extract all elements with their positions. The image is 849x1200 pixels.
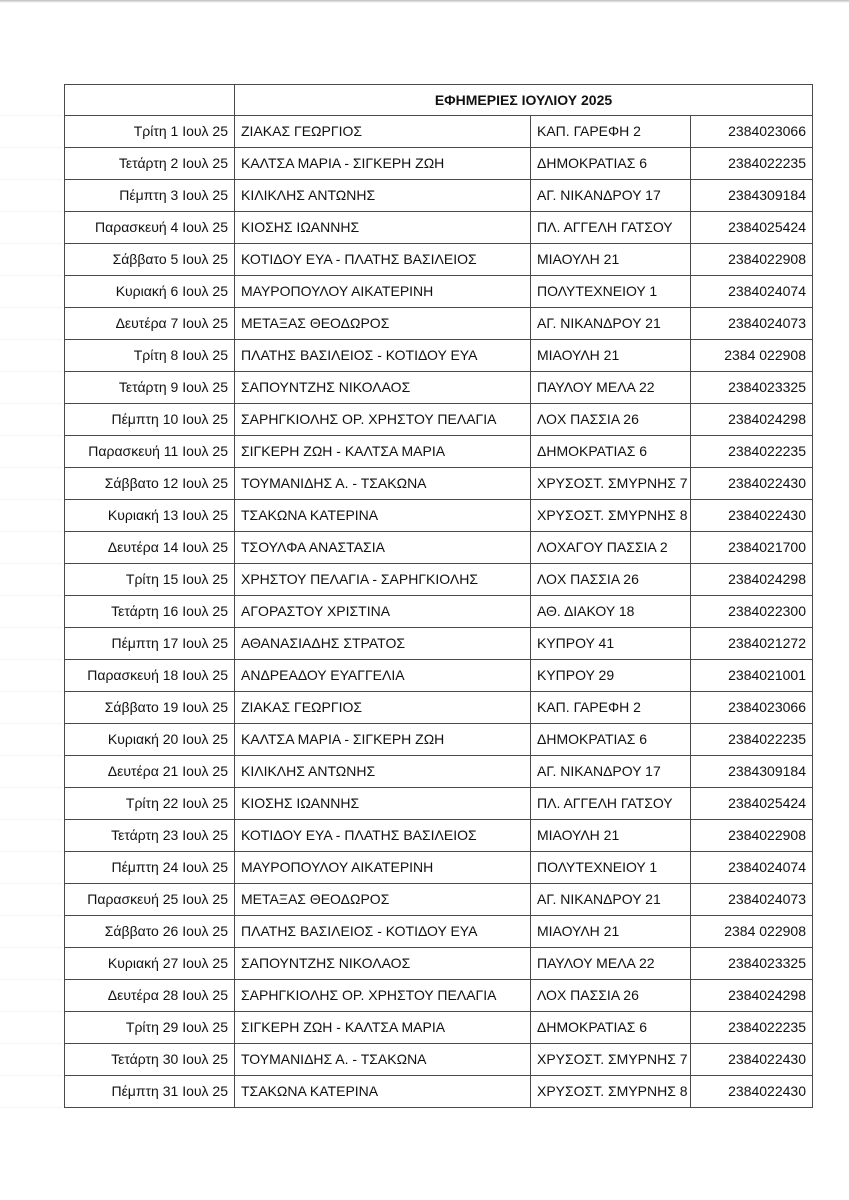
- address-cell: ΑΓ. ΝΙΚΑΝΔΡΟΥ 17: [531, 180, 691, 212]
- address-cell: ΚΥΠΡΟΥ 29: [531, 660, 691, 692]
- duty-schedule-table: [64, 84, 813, 1108]
- pharmacy-name-cell: ΖΙΑΚΑΣ ΓΕΩΡΓΙΟΣ: [235, 692, 531, 724]
- phone-cell: 2384309184: [691, 180, 813, 212]
- scan-margin-left: [0, 84, 62, 1124]
- date-cell: Κυριακή 20 Ιουλ 25: [65, 724, 235, 756]
- phone-cell: 2384022908: [691, 244, 813, 276]
- date-cell: Πέμπτη 10 Ιουλ 25: [65, 404, 235, 436]
- address-cell: ΑΘ. ΔΙΑΚΟΥ 18: [531, 596, 691, 628]
- table-row: [65, 436, 813, 468]
- address-cell: ΠΑΥΛΟΥ ΜΕΛΑ 22: [531, 372, 691, 404]
- pharmacy-name-cell: ΑΝΔΡΕΑΔΟΥ ΕΥΑΓΓΕΛΙΑ: [235, 660, 531, 692]
- table-row: [65, 276, 813, 308]
- phone-cell: 2384021272: [691, 628, 813, 660]
- date-cell: Παρασκευή 18 Ιουλ 25: [65, 660, 235, 692]
- date-cell: Παρασκευή 11 Ιουλ 25: [65, 436, 235, 468]
- date-cell: Παρασκευή 25 Ιουλ 25: [65, 884, 235, 916]
- table-row: [65, 1076, 813, 1108]
- date-cell: Πέμπτη 31 Ιουλ 25: [65, 1076, 235, 1108]
- phone-cell: 2384024298: [691, 564, 813, 596]
- phone-cell: 2384022235: [691, 148, 813, 180]
- phone-cell: 2384024298: [691, 404, 813, 436]
- table-row: [65, 404, 813, 436]
- schedule-body: [65, 116, 813, 1108]
- table-row: [65, 884, 813, 916]
- address-cell: ΠΟΛΥΤΕΧΝΕΙΟΥ 1: [531, 852, 691, 884]
- date-cell: Κυριακή 13 Ιουλ 25: [65, 500, 235, 532]
- phone-cell: 2384024073: [691, 308, 813, 340]
- date-cell: Τετάρτη 16 Ιουλ 25: [65, 596, 235, 628]
- address-cell: ΜΙΑΟΥΛΗ 21: [531, 916, 691, 948]
- address-cell: ΔΗΜΟΚΡΑΤΙΑΣ 6: [531, 1012, 691, 1044]
- table-row: [65, 628, 813, 660]
- date-cell: Τετάρτη 23 Ιουλ 25: [65, 820, 235, 852]
- phone-cell: 2384022235: [691, 436, 813, 468]
- pharmacy-name-cell: ΠΛΑΤΗΣ ΒΑΣΙΛΕΙΟΣ - ΚΟΤΙΔΟΥ ΕΥΑ: [235, 916, 531, 948]
- scan-edge-top: [0, 0, 849, 3]
- pharmacy-name-cell: ΚΙΛΙΚΛΗΣ ΑΝΤΩΝΗΣ: [235, 756, 531, 788]
- phone-cell: 2384022235: [691, 1012, 813, 1044]
- pharmacy-name-cell: ΚΙΛΙΚΛΗΣ ΑΝΤΩΝΗΣ: [235, 180, 531, 212]
- pharmacy-name-cell: ΑΓΟΡΑΣΤΟΥ ΧΡΙΣΤΙΝΑ: [235, 596, 531, 628]
- date-cell: Σάββατο 26 Ιουλ 25: [65, 916, 235, 948]
- table-row: [65, 916, 813, 948]
- address-cell: ΛΟΧΑΓΟΥ ΠΑΣΣΙΑ 2: [531, 532, 691, 564]
- phone-cell: 2384022430: [691, 1076, 813, 1108]
- address-cell: ΑΓ. ΝΙΚΑΝΔΡΟΥ 17: [531, 756, 691, 788]
- pharmacy-name-cell: ΚΙΟΣΗΣ ΙΩΑΝΝΗΣ: [235, 212, 531, 244]
- date-cell: Κυριακή 27 Ιουλ 25: [65, 948, 235, 980]
- phone-cell: 2384024074: [691, 276, 813, 308]
- table-row: [65, 852, 813, 884]
- pharmacy-name-cell: ΚΑΛΤΣΑ ΜΑΡΙΑ - ΣΙΓΚΕΡΗ ΖΩΗ: [235, 724, 531, 756]
- table-row: [65, 820, 813, 852]
- address-cell: ΔΗΜΟΚΡΑΤΙΑΣ 6: [531, 148, 691, 180]
- table-row: [65, 948, 813, 980]
- address-cell: ΜΙΑΟΥΛΗ 21: [531, 244, 691, 276]
- phone-cell: 2384023325: [691, 948, 813, 980]
- date-cell: Παρασκευή 4 Ιουλ 25: [65, 212, 235, 244]
- table-row: [65, 788, 813, 820]
- pharmacy-name-cell: ΖΙΑΚΑΣ ΓΕΩΡΓΙΟΣ: [235, 116, 531, 148]
- pharmacy-name-cell: ΜΑΥΡΟΠΟΥΛΟΥ ΑΙΚΑΤΕΡΙΝΗ: [235, 852, 531, 884]
- address-cell: ΔΗΜΟΚΡΑΤΙΑΣ 6: [531, 436, 691, 468]
- table-row: [65, 212, 813, 244]
- date-cell: Τετάρτη 30 Ιουλ 25: [65, 1044, 235, 1076]
- phone-cell: 2384022430: [691, 500, 813, 532]
- address-cell: ΧΡΥΣΟΣΤ. ΣΜΥΡΝΗΣ 8: [531, 1076, 691, 1108]
- address-cell: ΧΡΥΣΟΣΤ. ΣΜΥΡΝΗΣ 8: [531, 500, 691, 532]
- pharmacy-name-cell: ΜΕΤΑΞΑΣ ΘΕΟΔΩΡΟΣ: [235, 884, 531, 916]
- table-row: [65, 372, 813, 404]
- phone-cell: 2384022908: [691, 820, 813, 852]
- pharmacy-name-cell: ΠΛΑΤΗΣ ΒΑΣΙΛΕΙΟΣ - ΚΟΤΙΔΟΥ ΕΥΑ: [235, 340, 531, 372]
- date-cell: Τρίτη 1 Ιουλ 25: [65, 116, 235, 148]
- address-cell: ΠΛ. ΑΓΓΕΛΗ ΓΑΤΣΟΥ: [531, 212, 691, 244]
- date-cell: Δευτέρα 14 Ιουλ 25: [65, 532, 235, 564]
- address-cell: ΠΑΥΛΟΥ ΜΕΛΑ 22: [531, 948, 691, 980]
- address-cell: ΜΙΑΟΥΛΗ 21: [531, 340, 691, 372]
- table-row: [65, 180, 813, 212]
- date-cell: Πέμπτη 3 Ιουλ 25: [65, 180, 235, 212]
- date-cell: Τρίτη 29 Ιουλ 25: [65, 1012, 235, 1044]
- address-cell: ΑΓ. ΝΙΚΑΝΔΡΟΥ 21: [531, 884, 691, 916]
- date-cell: Τρίτη 8 Ιουλ 25: [65, 340, 235, 372]
- pharmacy-name-cell: ΤΟΥΜΑΝΙΔΗΣ Α. - ΤΣΑΚΩΝΑ: [235, 1044, 531, 1076]
- pharmacy-name-cell: ΣΑΠΟΥΝΤΖΗΣ ΝΙΚΟΛΑΟΣ: [235, 948, 531, 980]
- phone-cell: 2384025424: [691, 212, 813, 244]
- phone-cell: 2384024298: [691, 980, 813, 1012]
- table-row: [65, 148, 813, 180]
- pharmacy-name-cell: ΚΙΟΣΗΣ ΙΩΑΝΝΗΣ: [235, 788, 531, 820]
- date-cell: Δευτέρα 28 Ιουλ 25: [65, 980, 235, 1012]
- phone-cell: 2384022235: [691, 724, 813, 756]
- phone-cell: 2384022300: [691, 596, 813, 628]
- table-row: [65, 596, 813, 628]
- address-cell: ΠΟΛΥΤΕΧΝΕΙΟΥ 1: [531, 276, 691, 308]
- address-cell: ΚΥΠΡΟΥ 41: [531, 628, 691, 660]
- table-row: [65, 660, 813, 692]
- date-cell: Τρίτη 15 Ιουλ 25: [65, 564, 235, 596]
- phone-cell: 2384 022908: [691, 916, 813, 948]
- phone-cell: 2384021700: [691, 532, 813, 564]
- pharmacy-name-cell: ΑΘΑΝΑΣΙΑΔΗΣ ΣΤΡΑΤΟΣ: [235, 628, 531, 660]
- table-row: [65, 500, 813, 532]
- date-cell: Σάββατο 5 Ιουλ 25: [65, 244, 235, 276]
- date-cell: Δευτέρα 7 Ιουλ 25: [65, 308, 235, 340]
- table-row: [65, 532, 813, 564]
- table-row: [65, 564, 813, 596]
- title-row: [65, 85, 813, 116]
- date-cell: Σάββατο 12 Ιουλ 25: [65, 468, 235, 500]
- phone-cell: 2384025424: [691, 788, 813, 820]
- pharmacy-name-cell: ΜΑΥΡΟΠΟΥΛΟΥ ΑΙΚΑΤΕΡΙΝΗ: [235, 276, 531, 308]
- date-cell: Τετάρτη 2 Ιουλ 25: [65, 148, 235, 180]
- table-row: [65, 308, 813, 340]
- pharmacy-name-cell: ΜΕΤΑΞΑΣ ΘΕΟΔΩΡΟΣ: [235, 308, 531, 340]
- table-row: [65, 756, 813, 788]
- phone-cell: 2384022430: [691, 468, 813, 500]
- address-cell: ΚΑΠ. ΓΑΡΕΦΗ 2: [531, 116, 691, 148]
- pharmacy-name-cell: ΣΑΡΗΓΚΙΟΛΗΣ ΟΡ. ΧΡΗΣΤΟΥ ΠΕΛΑΓΙΑ: [235, 980, 531, 1012]
- date-cell: Τετάρτη 9 Ιουλ 25: [65, 372, 235, 404]
- pharmacy-name-cell: ΚΑΛΤΣΑ ΜΑΡΙΑ - ΣΙΓΚΕΡΗ ΖΩΗ: [235, 148, 531, 180]
- address-cell: ΧΡΥΣΟΣΤ. ΣΜΥΡΝΗΣ 7: [531, 1044, 691, 1076]
- date-cell: Πέμπτη 24 Ιουλ 25: [65, 852, 235, 884]
- date-cell: Σάββατο 19 Ιουλ 25: [65, 692, 235, 724]
- address-cell: ΛΟΧ ΠΑΣΣΙΑ 26: [531, 980, 691, 1012]
- page-title: ΕΦΗΜΕΡΙΕΣ ΙΟΥΛΙΟΥ 2025: [235, 85, 813, 116]
- pharmacy-name-cell: ΧΡΗΣΤΟΥ ΠΕΛΑΓΙΑ - ΣΑΡΗΓΚΙΟΛΗΣ: [235, 564, 531, 596]
- phone-cell: 2384024073: [691, 884, 813, 916]
- address-cell: ΠΛ. ΑΓΓΕΛΗ ΓΑΤΣΟΥ: [531, 788, 691, 820]
- phone-cell: 2384024074: [691, 852, 813, 884]
- pharmacy-name-cell: ΣΙΓΚΕΡΗ ΖΩΗ - ΚΑΛΤΣΑ ΜΑΡΙΑ: [235, 1012, 531, 1044]
- pharmacy-name-cell: ΚΟΤΙΔΟΥ ΕΥΑ - ΠΛΑΤΗΣ ΒΑΣΙΛΕΙΟΣ: [235, 820, 531, 852]
- table-row: [65, 724, 813, 756]
- address-cell: ΛΟΧ ΠΑΣΣΙΑ 26: [531, 564, 691, 596]
- pharmacy-name-cell: ΤΣΑΚΩΝΑ ΚΑΤΕΡΙΝΑ: [235, 1076, 531, 1108]
- phone-cell: 2384023066: [691, 692, 813, 724]
- pharmacy-name-cell: ΤΟΥΜΑΝΙΔΗΣ Α. - ΤΣΑΚΩΝΑ: [235, 468, 531, 500]
- table-row: [65, 340, 813, 372]
- address-cell: ΛΟΧ ΠΑΣΣΙΑ 26: [531, 404, 691, 436]
- pharmacy-name-cell: ΣΑΡΗΓΚΙΟΛΗΣ ΟΡ. ΧΡΗΣΤΟΥ ΠΕΛΑΓΙΑ: [235, 404, 531, 436]
- table-row: [65, 244, 813, 276]
- address-cell: ΑΓ. ΝΙΚΑΝΔΡΟΥ 21: [531, 308, 691, 340]
- table-row: [65, 468, 813, 500]
- phone-cell: 2384309184: [691, 756, 813, 788]
- phone-cell: 2384 022908: [691, 340, 813, 372]
- date-cell: Κυριακή 6 Ιουλ 25: [65, 276, 235, 308]
- date-cell: Δευτέρα 21 Ιουλ 25: [65, 756, 235, 788]
- date-cell: Πέμπτη 17 Ιουλ 25: [65, 628, 235, 660]
- phone-cell: 2384023066: [691, 116, 813, 148]
- phone-cell: 2384021001: [691, 660, 813, 692]
- address-cell: ΔΗΜΟΚΡΑΤΙΑΣ 6: [531, 724, 691, 756]
- address-cell: ΧΡΥΣΟΣΤ. ΣΜΥΡΝΗΣ 7: [531, 468, 691, 500]
- table-row: [65, 980, 813, 1012]
- table-row: [65, 692, 813, 724]
- table-row: [65, 1012, 813, 1044]
- phone-cell: 2384022430: [691, 1044, 813, 1076]
- pharmacy-name-cell: ΤΣΟΥΛΦΑ ΑΝΑΣΤΑΣΙΑ: [235, 532, 531, 564]
- pharmacy-name-cell: ΚΟΤΙΔΟΥ ΕΥΑ - ΠΛΑΤΗΣ ΒΑΣΙΛΕΙΟΣ: [235, 244, 531, 276]
- pharmacy-name-cell: ΤΣΑΚΩΝΑ ΚΑΤΕΡΙΝΑ: [235, 500, 531, 532]
- phone-cell: 2384023325: [691, 372, 813, 404]
- table-row: [65, 1044, 813, 1076]
- address-cell: ΚΑΠ. ΓΑΡΕΦΗ 2: [531, 692, 691, 724]
- pharmacy-name-cell: ΣΑΠΟΥΝΤΖΗΣ ΝΙΚΟΛΑΟΣ: [235, 372, 531, 404]
- pharmacy-name-cell: ΣΙΓΚΕΡΗ ΖΩΗ - ΚΑΛΤΣΑ ΜΑΡΙΑ: [235, 436, 531, 468]
- table-row: [65, 116, 813, 148]
- address-cell: ΜΙΑΟΥΛΗ 21: [531, 820, 691, 852]
- date-cell: Τρίτη 22 Ιουλ 25: [65, 788, 235, 820]
- empty-corner-cell: [65, 85, 235, 116]
